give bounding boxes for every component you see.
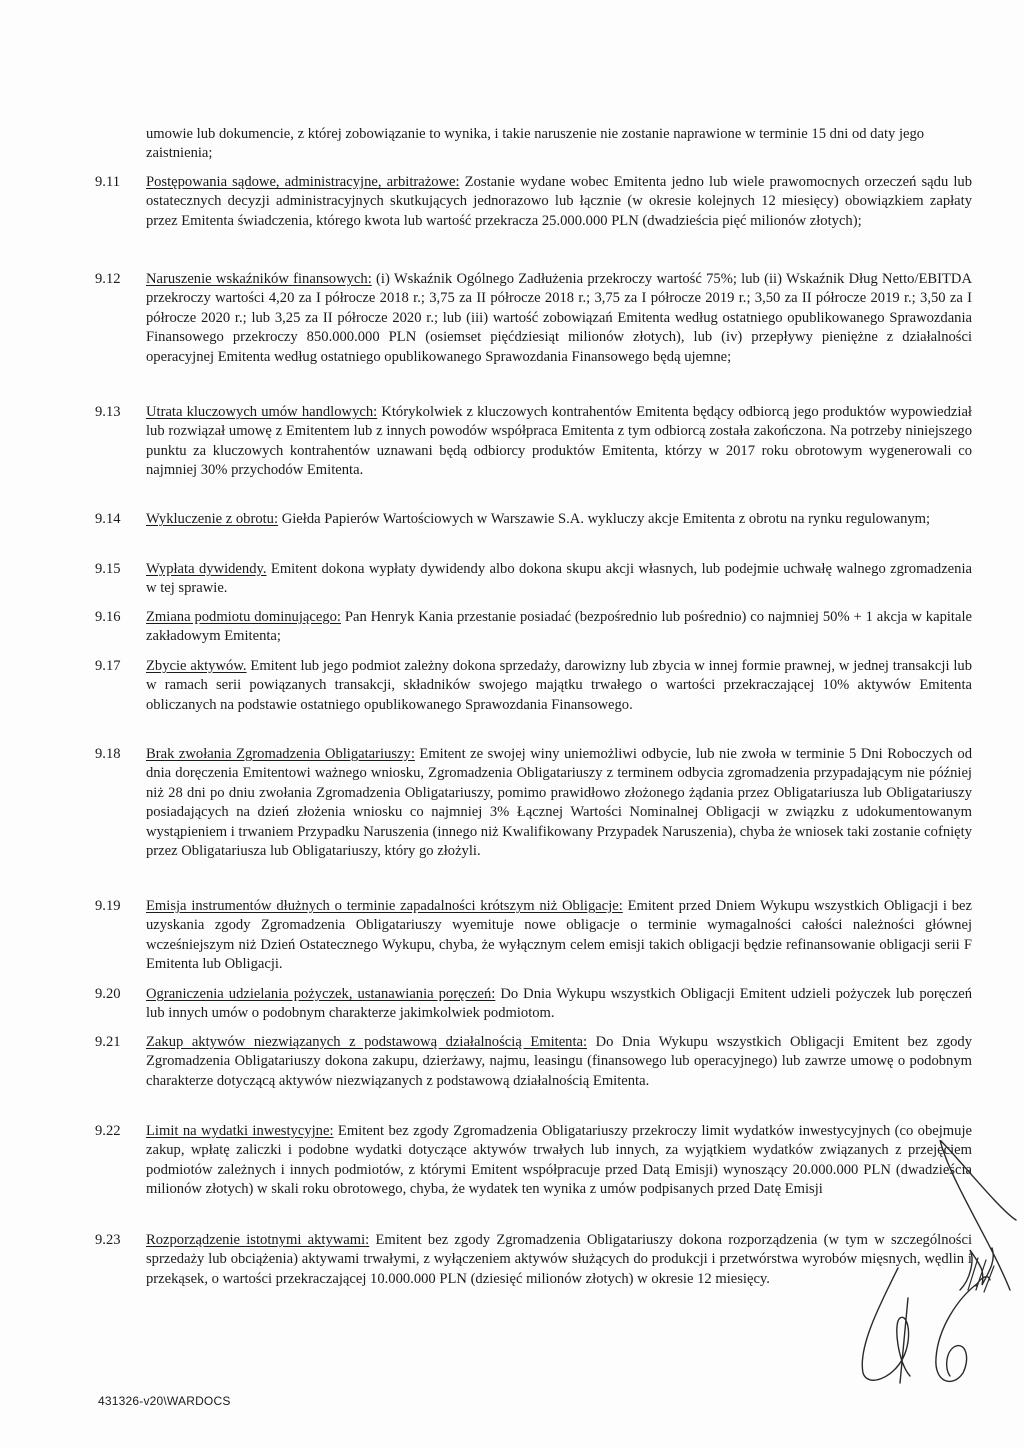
clause-9-19 xyxy=(95,897,975,975)
clause-text: Giełda Papierów Wartościowych w Warszawie S.A. wykluczy akcje Emitenta z obrotu na rynku regulowanym; xyxy=(278,511,931,527)
clause-title: Rozporządzenie istotnymi aktywami: xyxy=(146,1232,370,1248)
clause-body xyxy=(146,1122,972,1200)
clause-number: 9.22 xyxy=(95,1123,121,1139)
clause-text: Pan Henryk Kania przestanie posiadać (bezpośrednio lub pośrednio) co najmniej 50% + 1 akcja w kapitale zakładowym Emitenta; xyxy=(146,609,973,645)
clause-number: 9.14 xyxy=(95,511,121,527)
clause-9-22 xyxy=(95,1122,975,1200)
clause-text: Zostanie wydane wobec Emitenta jedno lub wiele prawomocnych orzeczeń sądu lub ostatecznych decyzji administracyjnych skutkujących jednorazowo lub łącznie (w okresie kolejnych 12 miesięcy) obowiązkiem zapłaty przez Emitenta świadczenia, którego kwota lub wartość przekracza 25.000.000 PLN (dwadzieścia pięć milionów złotych); xyxy=(146,174,972,229)
clause-9-14 xyxy=(95,510,975,529)
clause-body xyxy=(146,745,972,861)
clause-text: Emitent ze swojej winy uniemożliwi odbycie, lub nie zwoła w terminie 5 Dni Roboczych od dnia doręczenia Emitentowi ważnego wniosku, Zgromadzenia Obligatariuszy z terminem odbycia zgromadzenia przypadającym nie później niż 28 dni po dniu zwołania Zgromadzenia Obligatariuszy, pomimo prawidłowo złożonego żądania przez Obligatariusza lub Obligatariuszy posiadających na dzień złożenia wniosku co najmniej 3% Łącznej Wartości Nominalnej Obligacji w związku z udokumentowanym wystąpieniem i trwaniem Przypadku Naruszenia (innego niż Kwalifikowany Przypadek Naruszenia), chyba że wniosek taki zostanie cofnięty przez Obligatariusza lub Obligatariuszy, który go złożyli. xyxy=(146,746,972,860)
clause-number: 9.16 xyxy=(95,609,121,625)
clause-title: Utrata kluczowych umów handlowych: xyxy=(146,404,378,420)
clause-9-12 xyxy=(95,270,975,367)
signature-icon xyxy=(838,1258,998,1398)
clause-title: Limit na wydatki inwestycyjne: xyxy=(146,1123,334,1139)
clause-number: 9.11 xyxy=(95,174,120,190)
clause-text: Którykolwiek z kluczowych kontrahentów Emitenta będący odbiorcą jego produktów wypowiedział lub rozwiązał umowę z Emitentem lub z innych powodów współpraca Emitenta z tym odbiorcą została zakończona. Na potrzeby niniejszego punktu za kluczowych kontrahentów uznawani będą odbiorcy produktów Emitenta, którzy w 2017 roku obrotowym wygenerowali co najmniej 30% przychodów Emitenta. xyxy=(146,404,972,479)
clause-9-11 xyxy=(95,173,975,231)
clause-text: Emitent bez zgody Zgromadzenia Obligatariuszy dokona rozporządzenia (w tym w szczególności sprzedaży lub obciążenia) aktywami trwałymi, z wyłączeniem aktywów służących do produkcji i przetwórstwa wyrobów mięsnych, wędlin i przekąsek, o wartości przekraczającej 10.000.000 PLN (dziesięć milionów złotych) w okresie 12 miesięcy. xyxy=(146,1232,972,1287)
intro-paragraph: umowie lub dokumencie, z której zobowiązanie to wynika, i takie naruszenie nie zostanie naprawione w terminie 15 dni od daty jego zaistnienia; xyxy=(146,126,925,162)
clause-body xyxy=(146,985,972,1024)
clause-number: 9.19 xyxy=(95,898,121,914)
clause-title: Naruszenie wskaźników finansowych: xyxy=(146,271,372,287)
clause-9-18 xyxy=(95,745,975,861)
clause-title: Zmiana podmiotu dominującego: xyxy=(146,609,341,625)
clause-text: (i) Wskaźnik Ogólnego Zadłużenia przekroczy wartość 75%; lub (ii) Wskaźnik Dług Netto/EBITDA przekroczy wartości 4,20 za I półrocze 2018 r.; 3,75 za II półrocze 2018 r.; 3,75 za I półrocze 2019 r.; 3,50 za II półrocze 2019 r.; 3,50 za I półrocze 2020 r.; lub 3,25 za II półrocze 2020 r.; lub (iii) wartość zobowiązań Emitenta według ostatniego opublikowanego Sprawozdania Finansowego przekroczy 850.000.000 PLN (osiemset pięćdziesiąt milionów złotych), lub (iv) przepływy pieniężne z działalności operacyjnej Emitenta według ostatniego opublikowanego Sprawozdania Finansowego będą ujemne; xyxy=(146,271,973,365)
clause-number: 9.15 xyxy=(95,561,121,577)
clause-body xyxy=(146,173,972,231)
clause-text: Emitent przed Dniem Wykupu wszystkich Obligacji i bez uzyskania zgody Zgromadzenia Obligatariuszy wyemituje nowe obligacje o terminie wymagalności całości należności głównej wcześniejszym niż Dzień Ostatecznego Wykupu, chyba, że wyłącznym celem emisji takich obligacji będzie refinansowanie obligacji serii F Emitenta lub Obligacji. xyxy=(146,898,973,973)
clause-text: Do Dnia Wykupu wszystkich Obligacji Emitent bez zgody Zgromadzenia Obligatariuszy dokona zakupu, dzierżawy, najmu, leasingu (finansowego lub operacyjnego) lub zawrze umowę o podobnym charakterze dotyczącą aktywów niezwiązanych z podstawową działalnością Emitenta. xyxy=(146,1034,973,1089)
clause-number: 9.18 xyxy=(95,746,121,762)
clause-text: Do Dnia Wykupu wszystkich Obligacji Emitent udzieli pożyczek lub poręczeń lub innych umów o podobnym charakterze jakimkolwiek podmiotom. xyxy=(146,986,972,1022)
document-reference-footer: 431326-v20\WARDOCS xyxy=(98,1394,231,1408)
clause-body xyxy=(146,270,972,367)
clause-9-21 xyxy=(95,1033,975,1091)
clause-body xyxy=(146,510,972,529)
clause-body xyxy=(146,560,972,599)
clause-title: Emisja instrumentów dłużnych o terminie zapadalności krótszym niż Obligacje: xyxy=(146,898,623,914)
clause-title: Zakup aktywów niezwiązanych z podstawową działalnością Emitenta: xyxy=(146,1034,588,1050)
clause-title: Postępowania sądowe, administracyjne, arbitrażowe: xyxy=(146,174,460,190)
clause-title: Wykluczenie z obrotu: xyxy=(146,511,279,527)
clause-title: Brak zwołania Zgromadzenia Obligatariuszy: xyxy=(146,746,415,762)
clause-number: 9.12 xyxy=(95,271,121,287)
clause-text: Emitent bez zgody Zgromadzenia Obligatariuszy przekroczy limit wydatków inwestycyjnych (co obejmuje zakup, wpłatę zaliczki i podobne wydatki dotyczące aktywów trwałych lub innych, za wyjątkiem wydatków związanych z przejęciem podmiotów zależnych i innych podmiotów, z którymi Emitent współpracuje przed Datą Emisji) wynoszący 20.000.000 PLN (dwadzieścia milionów złotych) w skali roku obrotowego, chyba, że wydatek ten wynika z umów podpisanych przed Datę Emisji xyxy=(146,1123,972,1198)
clause-body xyxy=(146,1033,972,1091)
clause-9-20 xyxy=(95,985,975,1024)
clause-text: Emitent lub jego podmiot zależny dokona sprzedaży, darowizny lub zbycia w innej formie prawnej, w jednej transakcji lub w ramach serii powiązanych transakcji, składników swojego majątku trwałego o wartości przekraczającej 10% aktywów Emitenta obliczanych na podstawie ostatniego opublikowanego Sprawozdania Finansowego. xyxy=(146,658,972,713)
clause-title: Wypłata dywidendy. xyxy=(146,561,267,577)
clause-body xyxy=(146,657,972,715)
clause-number: 9.23 xyxy=(95,1232,121,1248)
clause-body xyxy=(146,608,972,647)
clause-title: Zbycie aktywów. xyxy=(146,658,247,674)
clause-number: 9.13 xyxy=(95,404,121,420)
clause-9-16 xyxy=(95,608,975,647)
clause-number: 9.17 xyxy=(95,658,121,674)
clause-9-15 xyxy=(95,560,975,599)
clause-number: 9.20 xyxy=(95,986,121,1002)
clause-body xyxy=(146,403,972,481)
clause-text: Emitent dokona wypłaty dywidendy albo dokona skupu akcji własnych, lub podejmie uchwałę walnego zgromadzenia w tej sprawie. xyxy=(146,561,972,597)
clause-title: Ograniczenia udzielania pożyczek, ustanawiania poręczeń: xyxy=(146,986,496,1002)
clause-9-13 xyxy=(95,403,975,481)
clause-9-17 xyxy=(95,657,975,715)
clause-body xyxy=(146,897,972,975)
clause-number: 9.21 xyxy=(95,1034,121,1050)
